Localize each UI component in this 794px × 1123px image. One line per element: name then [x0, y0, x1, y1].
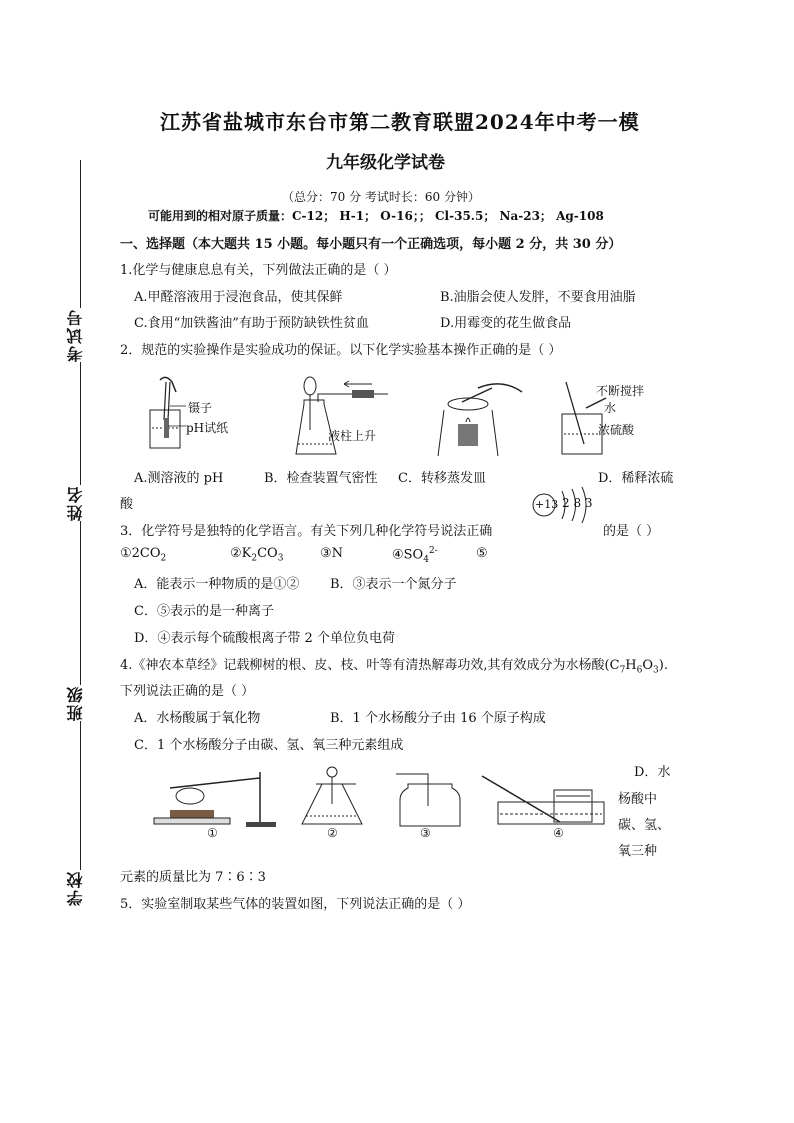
q4-option-d-1: D．水	[634, 765, 671, 780]
symbol-4: $④SO_4^{2-}$	[392, 546, 438, 565]
q3-option-b: B．③表示一个氮分子	[330, 577, 457, 592]
side-label-exam-no: 考试号	[66, 308, 85, 362]
page-title: 江苏省盐城市东台市第二教育联盟2024年中考一模	[160, 110, 640, 134]
label-ph-paper: pH试纸	[186, 421, 229, 435]
atom-shells: 2 8 3	[562, 496, 593, 510]
q2-stem: 2．规范的实验操作是实验成功的保证。以下化学实验基本操作正确的是（ ）	[120, 343, 562, 358]
q4-option-d-3: 碳、氢、	[618, 818, 671, 833]
q2-option-b: B．检查装置气密性	[264, 471, 378, 486]
label-water: 水	[604, 401, 617, 415]
fig-num-3: ③	[420, 826, 431, 840]
q3-stem: 3．化学符号是独特的化学语言。有关下列几种化学符号说法正确	[120, 524, 493, 539]
q1-stem: 1.化学与健康息息有关，下列做法正确的是（ ）	[120, 263, 397, 278]
atomic-masses: 可能用到的相对原子质量：C-12； H-1； O-16；； Cl-35.5； Na-23； Ag-108	[148, 209, 604, 223]
q4-option-d-4: 氧三种	[618, 844, 658, 859]
symbol-1: $①2CO_2$	[120, 546, 167, 564]
q2-option-c: C．转移蒸发皿	[398, 471, 486, 486]
q1-option-a: A.甲醛溶液用于浸泡食品，使其保鲜	[134, 290, 343, 305]
label-tweezers: 镊子	[188, 401, 213, 415]
apparatus-figure-1	[150, 766, 280, 831]
symbol-3: ③N	[320, 546, 344, 561]
section-heading: 一、选择题（本大题共 15 小题。每小题只有一个正确选项，每小题 2 分，共 30 分）	[120, 237, 622, 252]
binding-line	[80, 160, 81, 900]
q2-option-a: A.测溶液的 pH	[134, 471, 224, 486]
label-acid: 浓硫酸	[598, 423, 635, 437]
q1-option-d: D.用霉变的花生做食品	[440, 316, 572, 331]
apparatus-figure-2	[296, 764, 376, 829]
atom-nucleus: +13	[535, 498, 559, 511]
q4-option-b: B．1 个水杨酸分子由 16 个原子构成	[330, 711, 546, 726]
fig-num-2: ②	[327, 826, 338, 840]
q4-option-c: C．1 个水杨酸分子由碳、氢、氧三种元素组成	[134, 738, 404, 753]
q5-stem: 5．实验室制取某些气体的装置如图，下列说法正确的是（ ）	[120, 897, 471, 912]
q2-figure-c	[432, 374, 532, 464]
label-stir: 不断搅拌	[596, 384, 645, 398]
q1-option-c: C.食用“加铁酱油”有助于预防缺铁性贫血	[134, 316, 369, 331]
fig-num-1: ①	[207, 826, 218, 840]
fig-num-4: ④	[553, 826, 564, 840]
q4-stem-2: 下列说法正确的是（ ）	[120, 684, 255, 699]
q1-option-b: B.油脂会使人发胖，不要食用油脂	[440, 290, 636, 305]
q3-option-d: D．④表示每个硫酸根离子带 2 个单位负电荷	[134, 631, 395, 646]
page-subtitle: 九年级化学试卷	[326, 153, 445, 173]
q4-option-d-2: 杨酸中	[618, 792, 658, 807]
apparatus-figure-3	[390, 766, 470, 831]
label-liquid-rise: 液柱上升	[328, 429, 377, 443]
side-label-school: 学校	[66, 870, 85, 906]
q2-option-d-cont: 酸	[120, 497, 134, 512]
symbol-2: $②K_2CO_3$	[230, 546, 284, 564]
q4-option-a: A．水杨酸属于氧化物	[134, 711, 261, 726]
q4-option-d-5: 元素的质量比为 7∶6∶3	[120, 870, 266, 885]
q3-option-a: A．能表示一种物质的是①②	[134, 577, 300, 592]
side-label-class: 班级	[66, 685, 85, 721]
q4-stem: 4.《神农本草经》记载柳树的根、皮、枝、叶等有清热解毒功效,其有效成分为水杨酸$(C_7H_6O_3)$.	[120, 658, 668, 676]
q3-stem-end: 的是（ ）	[603, 524, 660, 539]
q3-option-c: C．⑤表示的是一种离子	[134, 604, 274, 619]
side-label-name: 姓名	[66, 485, 85, 521]
q2-figure-b	[292, 372, 402, 462]
apparatus-figure-4	[478, 768, 608, 828]
symbol-5: ⑤	[476, 546, 488, 561]
exam-info: （总分：70 分 考试时长：60 分钟）	[282, 190, 480, 204]
q2-option-d: D．稀释浓硫	[598, 471, 674, 486]
